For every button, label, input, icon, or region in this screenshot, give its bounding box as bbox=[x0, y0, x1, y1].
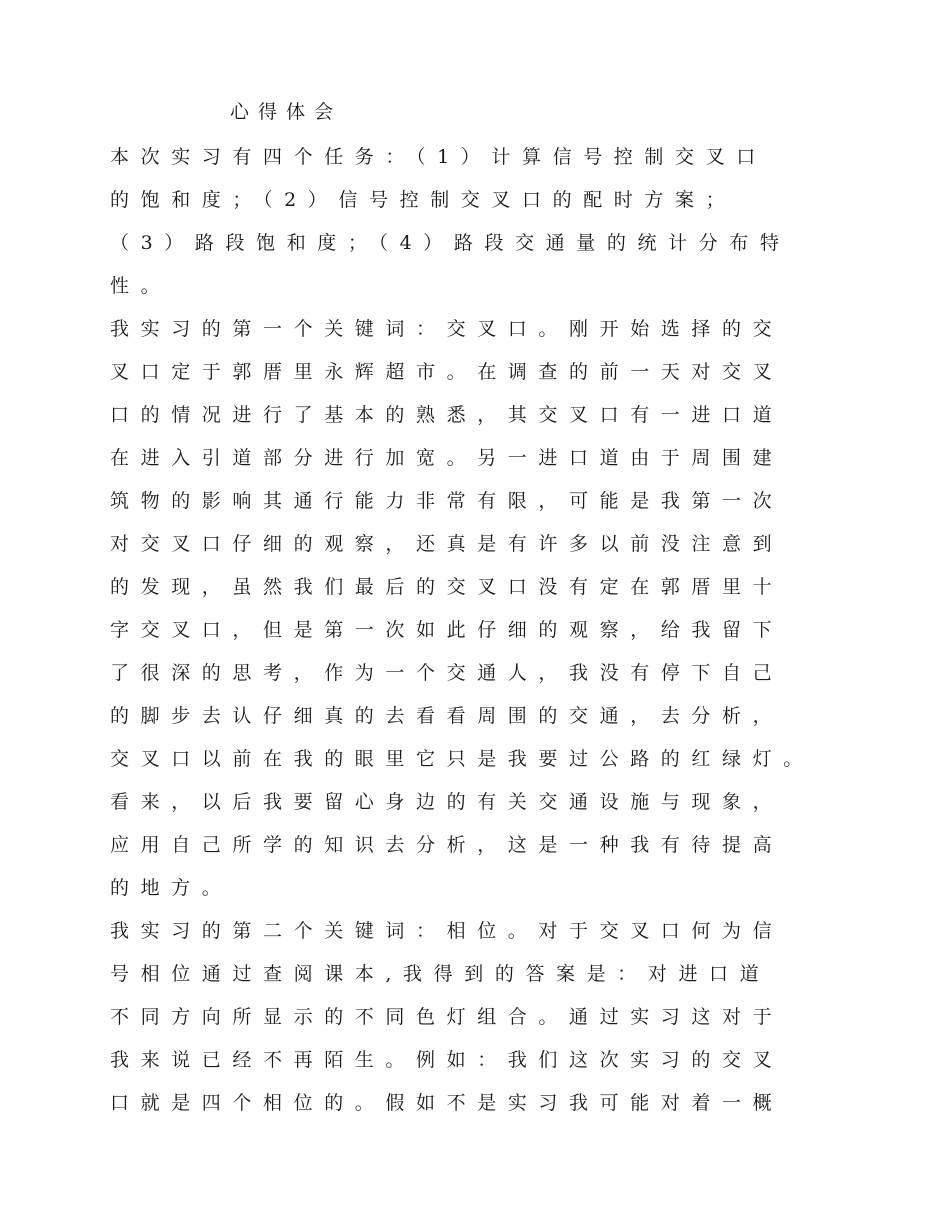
text-line: 不同方向所显示的不同色灯组合。通过实习这对于 bbox=[110, 1006, 784, 1028]
text-line: 筑物的影响其通行能力非常有限，可能是我第一次 bbox=[110, 490, 784, 512]
text-line: 的发现，虽然我们最后的交叉口没有定在郭厝里十 bbox=[110, 576, 784, 598]
text-line: 的脚步去认仔细真的去看看周围的交通，去分析， bbox=[110, 705, 784, 727]
text-line: 性。 bbox=[110, 275, 172, 297]
text-line: 我实习的第二个关键词：相位。对于交叉口何为信 bbox=[110, 920, 784, 942]
text-line: 看来，以后我要留心身边的有关交通设施与现象， bbox=[110, 791, 784, 813]
text-line: 的地方。 bbox=[110, 877, 233, 899]
text-line: 的饱和度；（2）信号控制交叉口的配时方案； bbox=[110, 189, 737, 211]
text-line: 叉口定于郭厝里永辉超市。在调查的前一天对交叉 bbox=[110, 361, 784, 383]
text-line: 本次实习有四个任务：（1）计算信号控制交叉口 bbox=[110, 146, 767, 168]
document-title: 心得体会 bbox=[230, 101, 343, 123]
text-line: 口就是四个相位的。假如不是实习我可能对着一概 bbox=[110, 1092, 784, 1114]
text-line: 在进入引道部分进行加宽。另一进口道由于周围建 bbox=[110, 447, 784, 469]
text-line: 口的情况进行了基本的熟悉，其交叉口有一进口道 bbox=[110, 404, 784, 426]
text-line: 字交叉口，但是第一次如此仔细的观察，给我留下 bbox=[110, 619, 784, 641]
text-line: 我来说已经不再陌生。例如：我们这次实习的交叉 bbox=[110, 1049, 784, 1071]
text-line: 了很深的思考，作为一个交通人，我没有停下自己 bbox=[110, 662, 784, 684]
text-line: 交叉口以前在我的眼里它只是我要过公路的红绿灯。 bbox=[110, 748, 814, 770]
text-line: 我实习的第一个关键词：交叉口。刚开始选择的交 bbox=[110, 318, 784, 340]
text-line: （3）路段饱和度；（4）路段交通量的统计分布特 bbox=[110, 232, 791, 254]
text-line: 号相位通过查阅课本,我得到的答案是：对进口道 bbox=[110, 963, 771, 985]
text-line: 应用自己所学的知识去分析，这是一种我有待提高 bbox=[110, 834, 784, 856]
text-line: 对交叉口仔细的观察，还真是有许多以前没注意到 bbox=[110, 533, 784, 555]
document-body bbox=[110, 143, 870, 1132]
